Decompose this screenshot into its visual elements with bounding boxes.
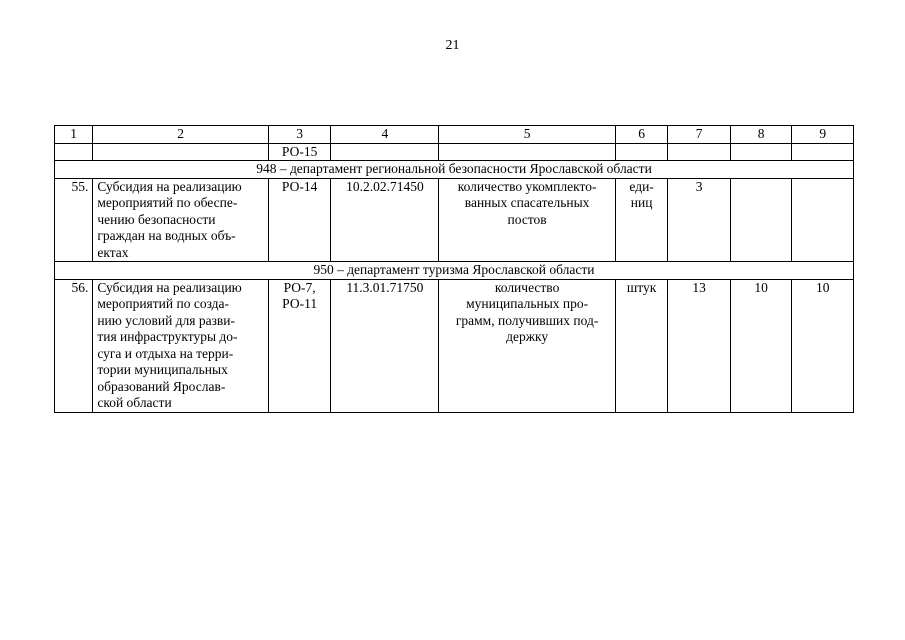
data-table (54, 125, 854, 413)
value-cell-8 (730, 178, 792, 262)
table-cell (439, 143, 616, 161)
text-line: муниципальных про- (466, 296, 589, 311)
text-line: РО-11 (282, 296, 318, 311)
section-row-950 (55, 262, 854, 280)
subsidy-name-cell (93, 279, 269, 412)
row-number-cell: 56. (55, 279, 93, 412)
continuation-code-cell: РО-15 (268, 143, 331, 161)
section-heading-950: 950 – департамент туризма Ярославской области (55, 262, 854, 280)
header-cell-3: 3 (268, 126, 331, 144)
text-line: мероприятий по созда- (97, 296, 230, 311)
text-line: Субсидия на реализацию (97, 178, 242, 194)
text-line: суга и отдыха на терри- (97, 345, 234, 361)
kbk-code-cell: 10.2.02.71450 (331, 178, 439, 262)
text-line: грамм, получивших под- (455, 312, 599, 328)
continuation-row (55, 143, 854, 161)
header-cell-4: 4 (331, 126, 439, 144)
text-line: количество укомплекто- (457, 178, 597, 194)
program-code-cell (268, 279, 331, 412)
page-number: 21 (445, 38, 460, 53)
table-cell (93, 143, 269, 161)
header-cell-7: 7 (668, 126, 731, 144)
text-line: мероприятий по обеспе- (97, 195, 238, 210)
header-cell-1: 1 (55, 126, 93, 144)
table-cell (792, 143, 854, 161)
table-cell (730, 143, 792, 161)
text-line: граждан на водных объ- (97, 228, 236, 243)
value-cell-8: 10 (730, 279, 792, 412)
text-line: еди- (629, 178, 654, 194)
header-cell-2: 2 (93, 126, 269, 144)
text-line: чению безопасности (97, 211, 216, 227)
header-row (55, 126, 854, 144)
value-cell-9: 10 (792, 279, 854, 412)
value-cell-7: 13 (668, 279, 731, 412)
value-cell-7: 3 (668, 178, 731, 262)
row-number-cell: 55. (55, 178, 93, 262)
table-cell (55, 143, 93, 161)
subsidy-name-cell (93, 178, 269, 262)
table-cell (668, 143, 731, 161)
text-line: постов (507, 211, 547, 227)
text-line: количество (494, 279, 560, 295)
text-line: тия инфраструктуры до- (97, 329, 238, 344)
section-row-948 (55, 161, 854, 179)
kbk-code-cell: 11.3.01.71750 (331, 279, 439, 412)
text-line: держку (506, 329, 549, 344)
header-cell-6: 6 (615, 126, 667, 144)
text-line: ниц (630, 195, 653, 210)
header-cell-8: 8 (730, 126, 792, 144)
unit-cell: штук (615, 279, 667, 412)
unit-cell (615, 178, 667, 262)
text-line: ектах (97, 244, 129, 260)
text-line: РО-7, (283, 279, 316, 295)
table-cell (615, 143, 667, 161)
table-row-55 (55, 178, 854, 262)
value-cell-9 (792, 178, 854, 262)
section-heading-948: 948 – департамент региональной безопасности Ярославской области (55, 161, 854, 179)
table-cell (331, 143, 439, 161)
indicator-cell (439, 279, 616, 412)
text-line: образований Ярослав- (97, 378, 226, 394)
table-row-56 (55, 279, 854, 412)
text-line: нию условий для разви- (97, 312, 236, 328)
program-code-cell: РО-14 (268, 178, 331, 262)
text-line: ванных спасательных (464, 195, 590, 210)
header-cell-9: 9 (792, 126, 854, 144)
header-cell-5: 5 (439, 126, 616, 144)
text-line: тории муниципальных (97, 362, 228, 377)
indicator-cell (439, 178, 616, 262)
text-line: Субсидия на реализацию (97, 279, 242, 295)
text-line: ской области (97, 395, 172, 410)
